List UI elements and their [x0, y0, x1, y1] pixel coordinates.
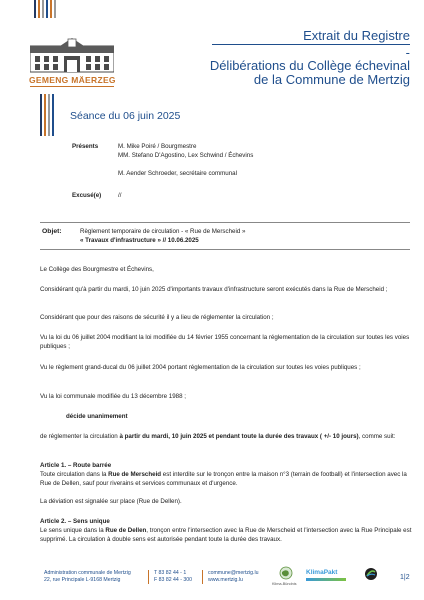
seance-date: Séance du 06 juin 2025	[70, 110, 181, 122]
commune-building-logo	[30, 38, 114, 74]
footer-divider-2	[202, 570, 203, 584]
body-vu-loi-2004: Vu la loi du 06 juillet 2004 modifiant la loi modifiée du 14 février 1955 concernant la réglementation de la circulation sur toutes les voies publiques ;	[40, 334, 410, 350]
presents-line1: M. Mike Poiré / Bourgmestre	[118, 143, 197, 150]
art2-text-a: Le sens unique dans la	[40, 527, 106, 534]
decision-text-b: à partir du mardi, 10 juin 2025 et pendant toute la durée des travaux ( +/- 10 jours)	[119, 433, 359, 440]
presents-line2: MM. Stefano D'Agostino, Lex Schwind / Échevins	[118, 152, 254, 159]
footer-divider-1	[148, 570, 149, 584]
article-2-text	[40, 527, 414, 544]
objet-line2: « Travaux d'infrastructure » // 10.06.2025	[80, 237, 199, 244]
footer-fax: F 83 82 44 - 300	[154, 577, 193, 583]
objet-line1: Règlement temporaire de circulation - « Rue de Merscheid »	[80, 228, 246, 235]
body-decide: décide unanimement	[66, 413, 128, 420]
header-title-line1: Extrait du Registre	[303, 28, 410, 43]
footer-tel: T 83 82 44 - 1	[154, 570, 187, 576]
body-considerant-1: Considérant qu'à partir du mardi, 10 juin 2025 d'importants travaux d'infrastructure seront exécutés dans la Rue de Merscheid ;	[40, 286, 388, 293]
presents-label: Présents	[72, 143, 99, 150]
footer-address-line2: 22, rue Principale L-9168 Mertzig	[44, 577, 121, 583]
klimapakt-logo	[306, 569, 337, 576]
klima-buendnis-globe-icon	[279, 566, 293, 580]
article-1-title: Article 1. – Route barrée	[40, 462, 112, 469]
body-vu-loi-communale: Vu la loi communale modifiée du 13 décembre 1988 ;	[40, 393, 186, 400]
body-decision	[40, 433, 414, 442]
footer-web[interactable]: www.mertzig.lu	[208, 577, 243, 583]
klimapakt-bar	[306, 578, 346, 581]
footer-address-line1: Administration communale de Mertzig	[44, 570, 131, 576]
objet-label: Objet:	[42, 228, 62, 235]
excuses-value: //	[118, 192, 122, 199]
header-title-line2: Délibérations du Collège échevinal	[209, 58, 410, 73]
header-rule	[212, 44, 410, 45]
objet-top-rule	[40, 222, 410, 223]
objet-bottom-rule	[40, 249, 410, 250]
decision-text-c: , comme suit:	[358, 433, 396, 440]
excuses-label: Excusé(e)	[72, 192, 102, 199]
header-title-dash: -	[405, 45, 410, 60]
footer-phone	[154, 570, 192, 584]
article-1-text	[40, 471, 414, 488]
header-title-line3: de la Commune de Mertzig	[253, 72, 410, 87]
body-considerant-2: Considérant que pour des raisons de sécurité il y a lieu de réglementer la circulation ;	[40, 314, 274, 321]
decision-text-a: de réglementer la circulation	[40, 433, 120, 440]
art1-text-c: est interdite sur le tronçon entre la maison n°3 (terrain de football) et l'intersection avec la Rue de Dellen, sauf pour riverains et services communaux et d'urgence.	[40, 471, 407, 487]
logo-rule	[30, 86, 114, 87]
body-intro: Le Collège des Bourgmestre et Échevins,	[40, 266, 154, 273]
footer-address	[44, 570, 131, 584]
klimapakt-text: KlimaPakt	[306, 569, 338, 576]
article-2-title: Article 2. – Sens unique	[40, 518, 110, 525]
art1-text-a: Toute circulation dans la	[40, 471, 109, 478]
footer-email[interactable]: commune@mertzig.lu	[208, 570, 259, 576]
footer-contact	[208, 570, 259, 584]
body-vu-reglement: Vu le règlement grand-ducal du 06 juillet 2004 portant réglementation de la circulation sur toutes les voies publiques ;	[40, 364, 361, 371]
commune-logo-text: GEMENG MÄERZEG	[29, 75, 116, 85]
art2-text-b: Rue de Dellen	[105, 527, 147, 534]
art1-text-b: Rue de Merscheid	[108, 471, 162, 478]
klima-buendnis-label: Klima-Bündnis	[272, 582, 297, 586]
page-number: 1|2	[400, 574, 410, 581]
presents-line3: M. Aender Schroeder, secrétaire communal	[118, 170, 237, 177]
fairtrade-icon	[364, 567, 378, 581]
article-1-deviation: La déviation est signalée sur place (Rue de Dellen).	[40, 498, 182, 505]
art2-text-c: , tronçon entre l'intersection avec la Rue de Merscheid et l'intersection avec la Rue Principale est supprimé. La circulation à double sens est autorisée pendant toute la durée des travaux.	[40, 527, 412, 543]
